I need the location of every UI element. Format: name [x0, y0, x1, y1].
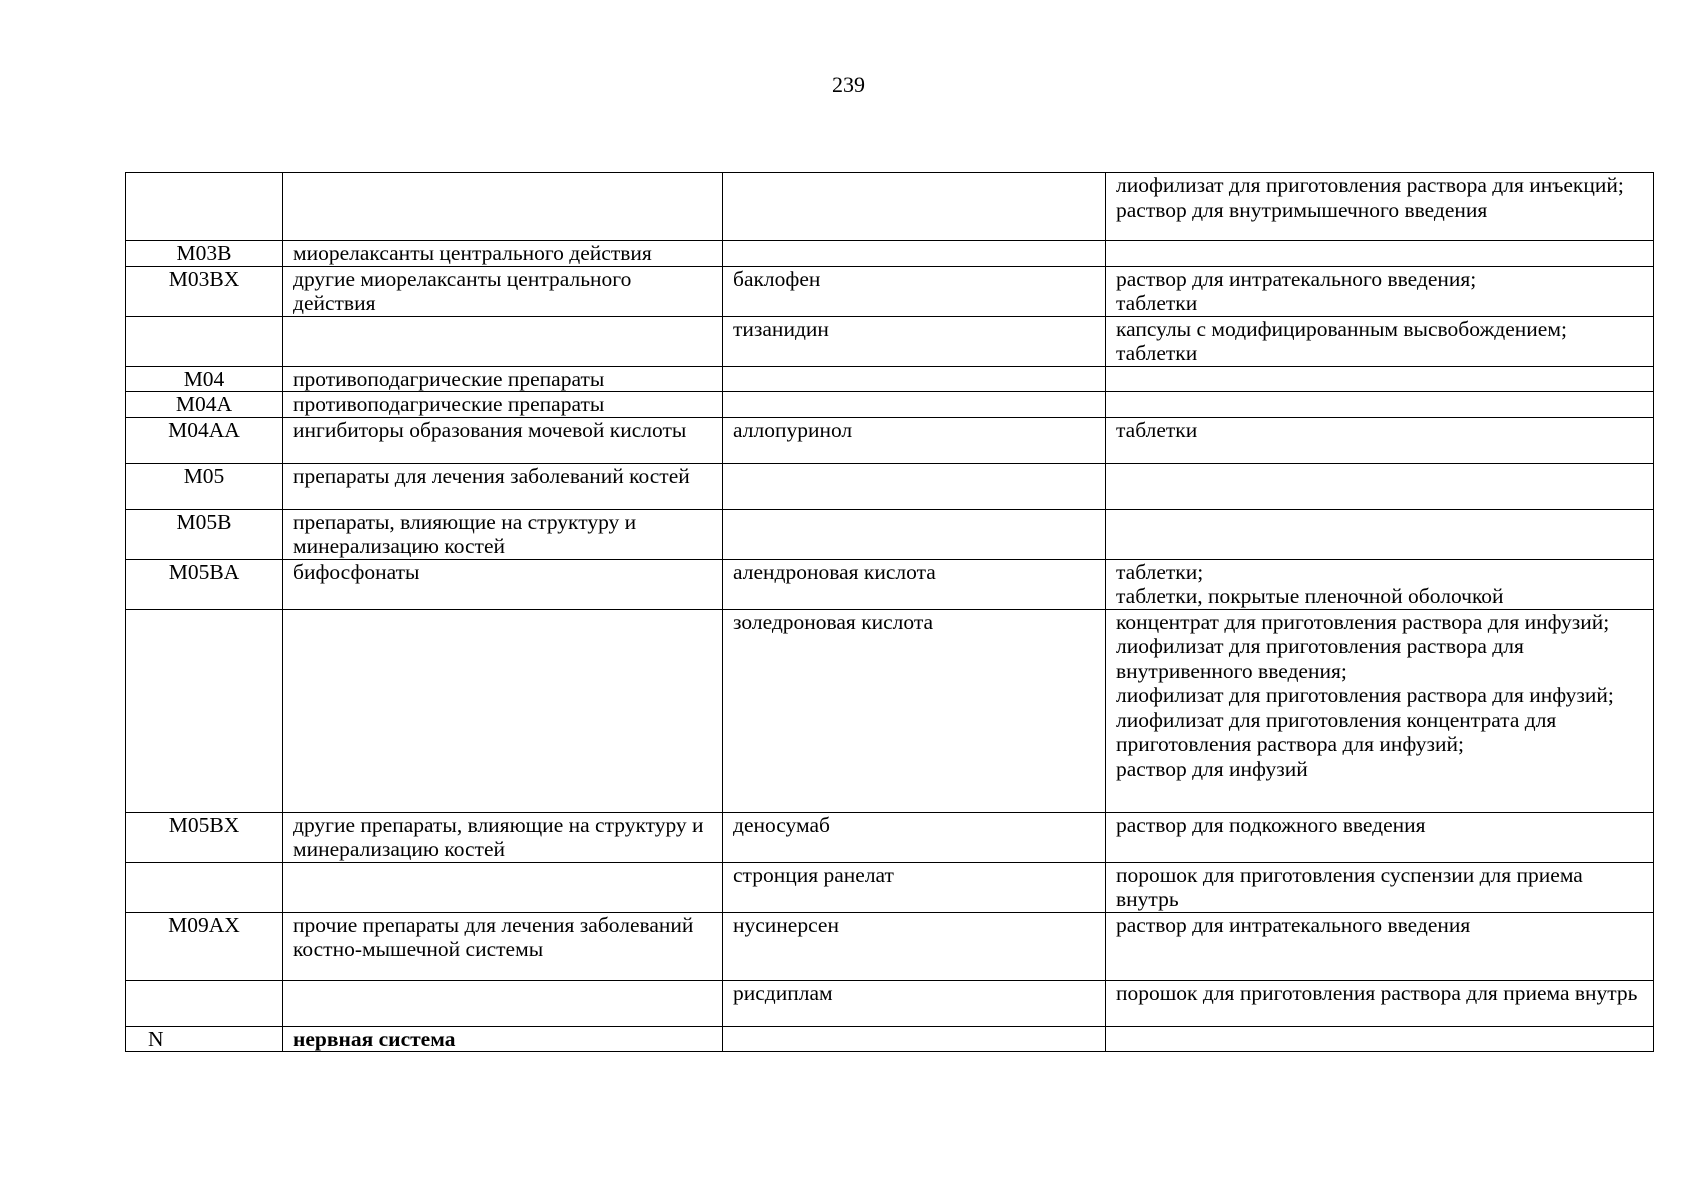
table-row	[126, 980, 1654, 1026]
dosage-forms-cell	[1106, 812, 1654, 862]
dosage-form-item: таблетки;	[1116, 559, 1204, 584]
dosage-form-item: лиофилизат для приготовления раствора для внутривенного введения;	[1116, 634, 1524, 683]
drug-name-cell: аллопуринол	[723, 417, 1106, 463]
table-row	[126, 392, 1654, 418]
table-row	[126, 463, 1654, 509]
dosage-form-item: раствор для интратекального введения;	[1116, 266, 1477, 291]
table-row	[126, 173, 1654, 241]
table-row	[126, 266, 1654, 316]
drug-name-cell	[723, 173, 1106, 241]
table-row	[126, 509, 1654, 559]
drug-name-cell: алендроновая кислота	[723, 559, 1106, 609]
drug-name-cell: деносумаб	[723, 812, 1106, 862]
dosage-forms-cell	[1106, 392, 1654, 418]
dosage-form-item: раствор для инфузий	[1116, 756, 1308, 781]
group-name-cell: другие препараты, влияющие на структуру и минерализацию костей	[283, 812, 723, 862]
group-name-cell: миорелаксанты центрального действия	[283, 241, 723, 267]
atc-code-cell: M03B	[126, 241, 283, 267]
dosage-forms-cell	[1106, 912, 1654, 980]
drug-name-cell	[723, 241, 1106, 267]
atc-code-cell: M03BX	[126, 266, 283, 316]
atc-code-cell: M05BA	[126, 559, 283, 609]
group-name-cell: препараты, влияющие на структуру и минерализацию костей	[283, 509, 723, 559]
drug-name-cell	[723, 366, 1106, 392]
atc-code-cell	[126, 862, 283, 912]
drug-name-cell: стронция ранелат	[723, 862, 1106, 912]
dosage-form-item: порошок для приготовления раствора для приема внутрь	[1116, 980, 1638, 1005]
dosage-form-item: таблетки	[1116, 291, 1198, 315]
group-name-cell: бифосфонаты	[283, 559, 723, 609]
dosage-forms-cell	[1106, 366, 1654, 392]
dosage-forms-cell	[1106, 266, 1654, 316]
group-name-cell: прочие препараты для лечения заболеваний костно-мышечной системы	[283, 912, 723, 980]
dosage-forms-cell	[1106, 862, 1654, 912]
dosage-form-item: лиофилизат для приготовления раствора для инъекций;	[1116, 173, 1624, 197]
dosage-form-item: раствор для интратекального введения	[1116, 912, 1471, 937]
group-name-cell	[283, 316, 723, 366]
table-row	[126, 912, 1654, 980]
atc-code-cell: M05B	[126, 509, 283, 559]
page-number: 239	[832, 72, 865, 97]
table-row	[126, 609, 1654, 812]
atc-code-cell: N	[126, 1026, 283, 1052]
dosage-form-item: таблетки	[1116, 341, 1198, 365]
dosage-forms-cell	[1106, 509, 1654, 559]
drug-name-cell: тизанидин	[723, 316, 1106, 366]
atc-code-cell: M09AX	[126, 912, 283, 980]
dosage-forms-cell	[1106, 980, 1654, 1026]
drug-name-cell: рисдиплам	[723, 980, 1106, 1026]
table-row	[126, 241, 1654, 267]
table-row	[126, 862, 1654, 912]
drug-table	[125, 172, 1654, 1052]
atc-code-cell: M05	[126, 463, 283, 509]
drug-name-cell: баклофен	[723, 266, 1106, 316]
table-row	[126, 812, 1654, 862]
group-name-cell: препараты для лечения заболеваний костей	[283, 463, 723, 509]
drug-name-cell: нусинерсен	[723, 912, 1106, 980]
table-row	[126, 366, 1654, 392]
dosage-form-item: лиофилизат для приготовления раствора для инфузий;	[1116, 683, 1614, 707]
table-row	[126, 1026, 1654, 1052]
dosage-form-item: раствор для внутримышечного введения	[1116, 197, 1488, 222]
table-row	[126, 559, 1654, 609]
dosage-forms-cell	[1106, 316, 1654, 366]
atc-code-cell: M04	[126, 366, 283, 392]
dosage-form-item: концентрат для приготовления раствора для инфузий;	[1116, 609, 1610, 634]
table-row	[126, 417, 1654, 463]
dosage-form-item: порошок для приготовления суспензии для приема внутрь	[1116, 862, 1583, 911]
dosage-form-item: раствор для подкожного введения	[1116, 812, 1426, 837]
dosage-forms-cell	[1106, 417, 1654, 463]
group-name-cell	[283, 173, 723, 241]
group-name-cell	[283, 862, 723, 912]
atc-code-cell: M04A	[126, 392, 283, 418]
dosage-forms-cell	[1106, 1026, 1654, 1052]
atc-code-cell	[126, 173, 283, 241]
dosage-forms-cell	[1106, 559, 1654, 609]
dosage-forms-cell	[1106, 609, 1654, 812]
atc-code-cell	[126, 609, 283, 812]
dosage-form-item: лиофилизат для приготовления концентрата для приготовления раствора для инфузий;	[1116, 707, 1557, 756]
group-name-cell	[283, 980, 723, 1026]
atc-code-cell: M04AA	[126, 417, 283, 463]
atc-code-cell: M05BX	[126, 812, 283, 862]
atc-code-cell	[126, 316, 283, 366]
group-name-cell: противоподагрические препараты	[283, 392, 723, 418]
dosage-form-item: таблетки, покрытые пленочной оболочкой	[1116, 584, 1504, 608]
dosage-forms-cell	[1106, 241, 1654, 267]
drug-name-cell	[723, 1026, 1106, 1052]
drug-name-cell	[723, 509, 1106, 559]
dosage-forms-cell	[1106, 173, 1654, 241]
drug-name-cell: золедроновая кислота	[723, 609, 1106, 812]
group-name-cell: противоподагрические препараты	[283, 366, 723, 392]
dosage-form-item: таблетки	[1116, 417, 1198, 442]
drug-name-cell	[723, 392, 1106, 418]
dosage-forms-cell	[1106, 463, 1654, 509]
dosage-form-item: капсулы с модифицированным высвобождением;	[1116, 316, 1567, 341]
drug-name-cell	[723, 463, 1106, 509]
table-row	[126, 316, 1654, 366]
group-name-cell: нервная система	[283, 1026, 723, 1052]
atc-code-cell	[126, 980, 283, 1026]
group-name-cell	[283, 609, 723, 812]
group-name-cell: ингибиторы образования мочевой кислоты	[283, 417, 723, 463]
group-name-cell: другие миорелаксанты центрального действия	[283, 266, 723, 316]
